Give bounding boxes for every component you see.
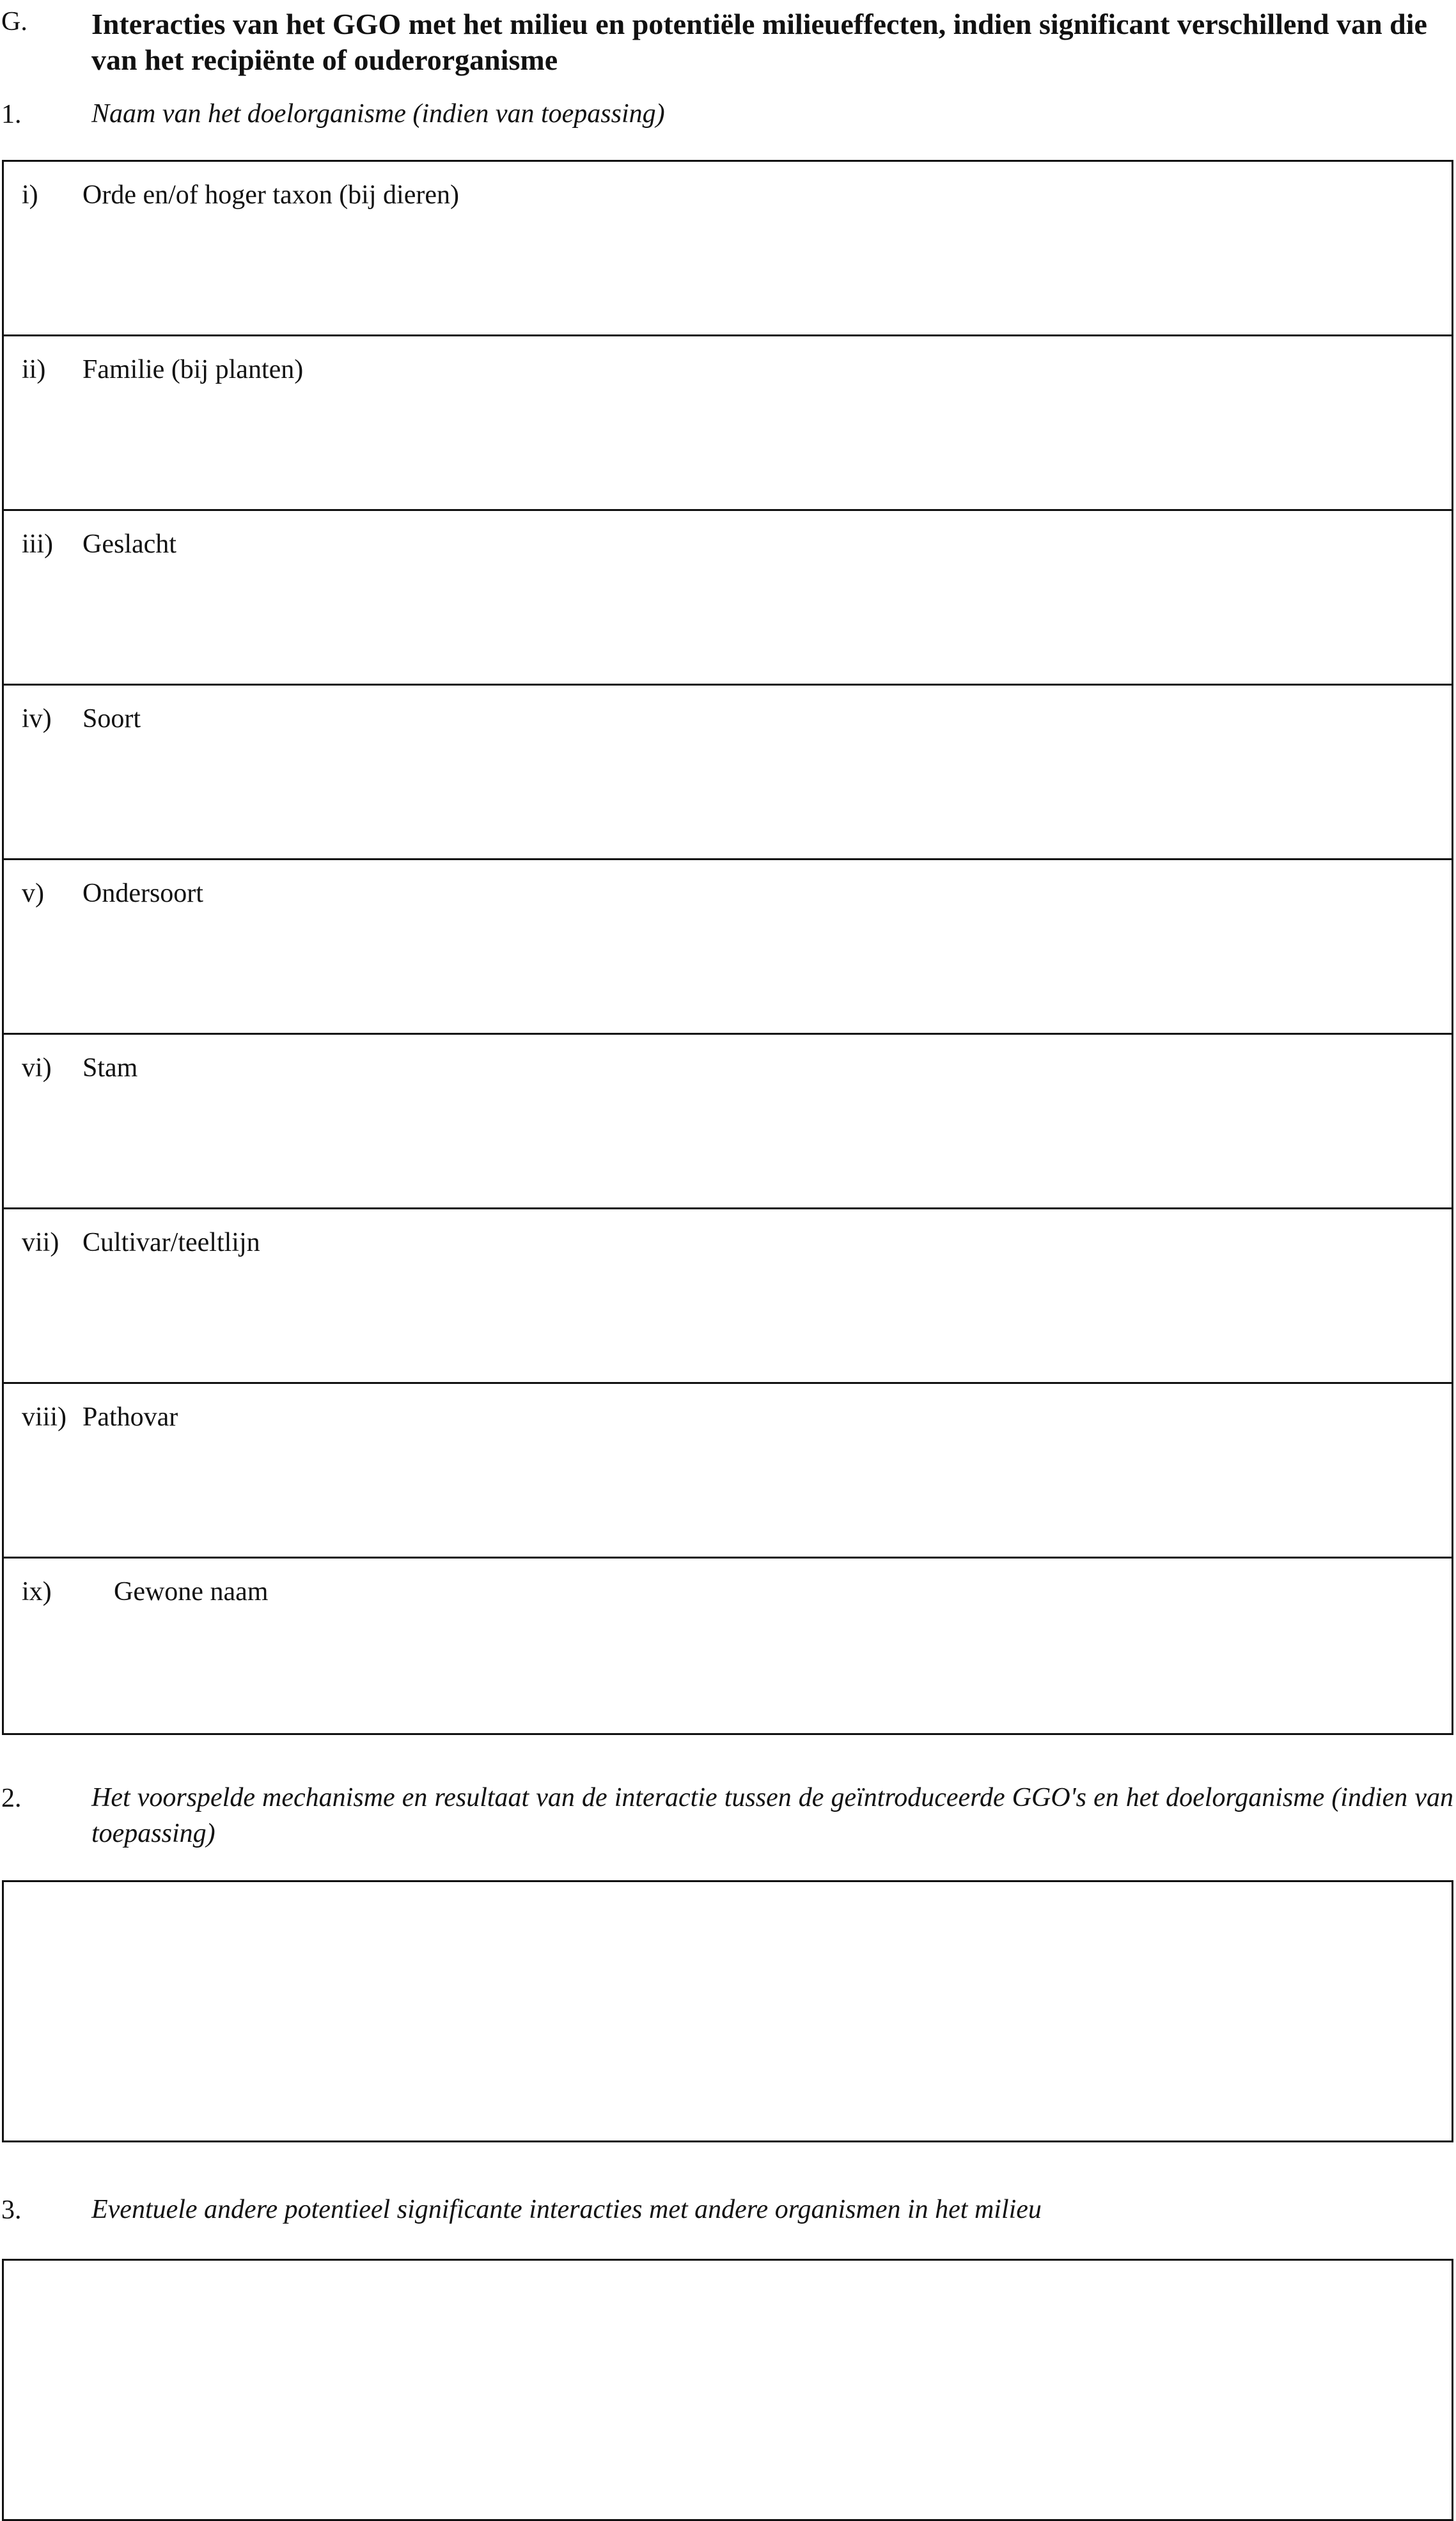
row-number: viii) xyxy=(22,1402,67,1432)
row-label: Familie (bij planten) xyxy=(82,355,304,384)
question-3-number: 3. xyxy=(1,2195,22,2225)
row-number: i) xyxy=(22,180,38,210)
row-number: iii) xyxy=(22,530,53,559)
question-2-title: Het voorspelde mechanisme en resultaat van de interactie tussen de geïntroduceerde GGO's en het doelorganisme (indien van toepassing) xyxy=(91,1783,1453,1848)
question-3-title: Eventuele andere potentieel significante interacties met andere organismen in het milieu xyxy=(91,2195,1042,2224)
target-organism-table xyxy=(2,160,1453,1735)
row-label: Orde en/of hoger taxon (bij dieren) xyxy=(82,180,459,210)
table-row[interactable] xyxy=(4,1384,1452,1559)
row-number: vii) xyxy=(22,1228,59,1257)
row-label: Geslacht xyxy=(82,530,176,559)
table-row[interactable] xyxy=(4,1209,1452,1384)
row-number: v) xyxy=(22,879,44,908)
section-title: Interacties van het GGO met het milieu en potentiële milieueffecten, indien significant verschillend van die van het recipiënte of ouderorganisme xyxy=(91,8,1427,76)
question-1-title: Naam van het doelorganisme (indien van toepassing) xyxy=(91,99,665,129)
row-number: iv) xyxy=(22,704,52,734)
question-2-number: 2. xyxy=(1,1784,22,1813)
row-number: ii) xyxy=(22,355,46,384)
row-label: Soort xyxy=(82,704,141,734)
answer-box-3[interactable] xyxy=(2,2259,1453,2521)
table-row[interactable] xyxy=(4,162,1452,336)
table-row[interactable] xyxy=(4,1559,1452,1733)
row-number: vi) xyxy=(22,1053,52,1083)
table-row[interactable] xyxy=(4,860,1452,1035)
answer-box-2[interactable] xyxy=(2,1880,1453,2142)
row-label: Ondersoort xyxy=(82,879,203,908)
question-1-number: 1. xyxy=(1,100,22,129)
table-row[interactable] xyxy=(4,336,1452,511)
row-label: Stam xyxy=(82,1053,138,1083)
table-row[interactable] xyxy=(4,686,1452,860)
section-letter: G. xyxy=(1,7,27,36)
row-label: Gewone naam xyxy=(114,1577,269,1606)
row-number: ix) xyxy=(22,1577,52,1606)
table-row[interactable] xyxy=(4,511,1452,686)
row-label: Pathovar xyxy=(82,1402,178,1432)
row-label: Cultivar/teeltlijn xyxy=(82,1228,260,1257)
table-row[interactable] xyxy=(4,1035,1452,1209)
